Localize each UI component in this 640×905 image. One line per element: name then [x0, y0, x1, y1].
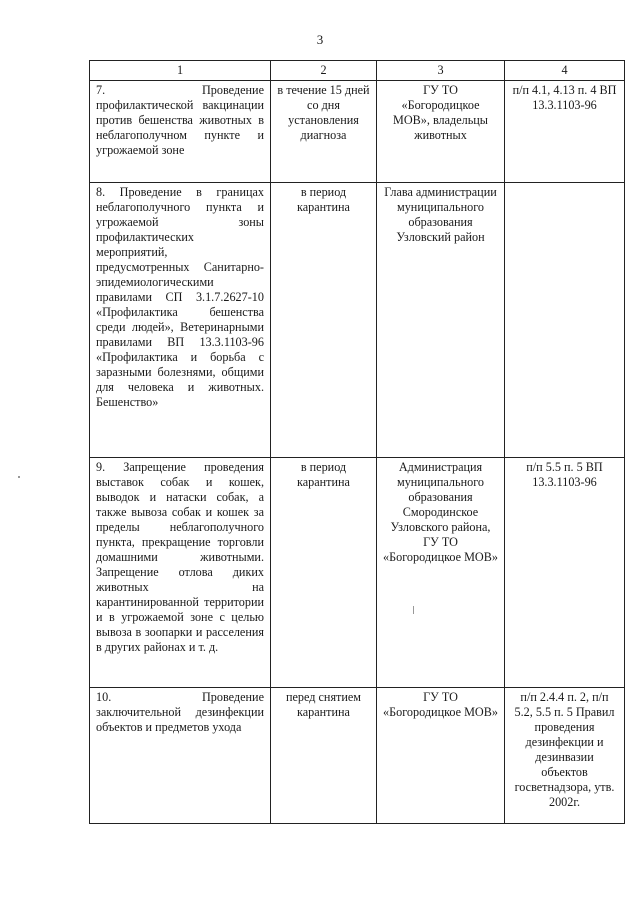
basis-cell: [505, 183, 625, 458]
responsible-cell: ГУ ТО «Богородицкое МОВ», владельцы животных: [377, 81, 505, 183]
table-row: [90, 183, 625, 458]
basis-cell: п/п 5.5 п. 5 ВП 13.3.1103-96: [505, 458, 625, 688]
responsible-cell: Администрация муниципального образования Смородинское Узловского района, ГУ ТО «Богородицкое МОВ»: [377, 458, 505, 688]
page-number: 3: [316, 32, 324, 47]
table-row: [90, 81, 625, 183]
measure-cell: 7. Проведение профилактической вакцинации против бешенства животных в неблагополучном пункте и угрожаемой зоне: [90, 81, 271, 183]
table-row: [90, 458, 625, 688]
scan-mark: [413, 606, 414, 614]
header-cell: 2: [271, 61, 377, 81]
measure-cell: 10. Проведение заключительной дезинфекции объектов и предметов ухода: [90, 688, 271, 824]
measure-cell: 8. Проведение в границах неблагополучного пункта и угрожаемой зоны профилактических мероприятий, предусмотренных Санитарно-эпидемиологическими правилами СП 3.1.7.2627-10 «Профилактика бешенства среди людей», Ветеринарными правилами ВП 13.3.1103-96 «Профилактика и борьба с заразными болезнями, общими для человека и животных. Бешенство»: [90, 183, 271, 458]
responsible-cell: ГУ ТО «Богородицкое МОВ»: [377, 688, 505, 824]
header-cell: 4: [505, 61, 625, 81]
basis-cell: п/п 2.4.4 п. 2, п/п 5.2, 5.5 п. 5 Правил проведения дезинфекции и дезинвазии объектов госветнадзора, утв. 2002г.: [505, 688, 625, 824]
term-cell: в период карантина: [271, 183, 377, 458]
header-row: [90, 61, 625, 81]
basis-cell: п/п 4.1, 4.13 п. 4 ВП 13.3.1103-96: [505, 81, 625, 183]
table-row: [90, 688, 625, 824]
scan-speck: [18, 476, 20, 478]
responsible-cell: Глава администрации муниципального образования Узловский район: [377, 183, 505, 458]
measure-cell: 9. Запрещение проведения выставок собак и кошек, выводок и натаски собак, а также вывоза собак и кошек за пределы неблагополучного пункта, прекращение торговли домашними животными. Запрещение отлова диких животных на карантинированной территории и в угрожаемой зоне с целью вывоза в зоопарки и расселения в других районах и т. д.: [90, 458, 271, 688]
term-cell: в период карантина: [271, 458, 377, 688]
header-cell: 1: [90, 61, 271, 81]
measures-table: [89, 60, 625, 824]
term-cell: в течение 15 дней со дня установления диагноза: [271, 81, 377, 183]
term-cell: перед снятием карантина: [271, 688, 377, 824]
header-cell: 3: [377, 61, 505, 81]
